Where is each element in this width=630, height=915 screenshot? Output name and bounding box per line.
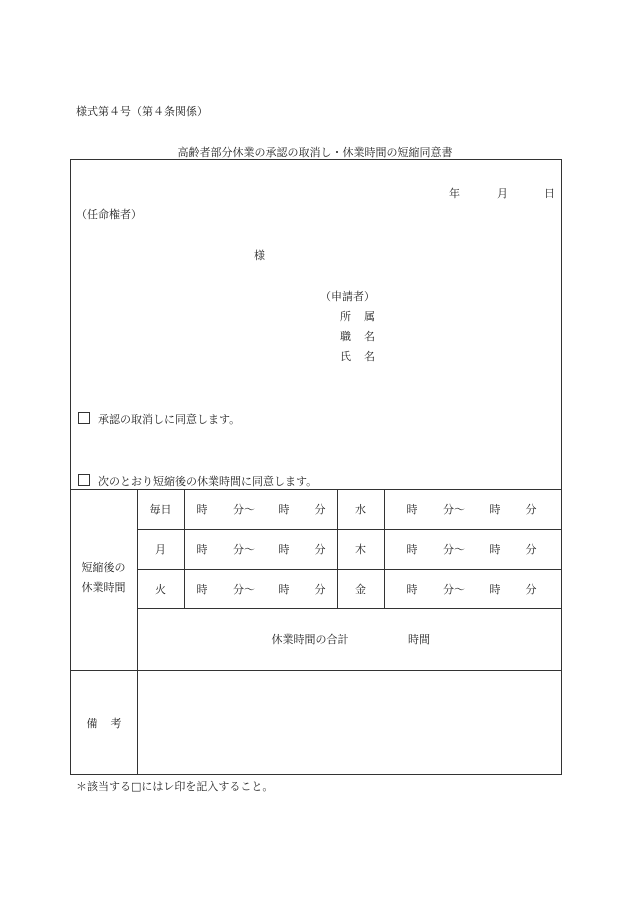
divider-day-column [184, 489, 185, 608]
remarks-label-2: 考 [110, 716, 122, 730]
row1-left-end-minute[interactable]: 分 [314, 503, 326, 516]
applicant-label: （申請者） [320, 290, 375, 303]
row2-right-end-minute[interactable]: 分 [525, 543, 537, 556]
row2-right-end-hour[interactable]: 時 [489, 543, 501, 556]
total-label: 休業時間の合計 [271, 633, 349, 646]
row1-left-start-hour[interactable]: 時 [196, 503, 208, 516]
day-wednesday: 水 [355, 503, 366, 516]
schedule-section-label [70, 558, 137, 598]
row2-right-start-minute[interactable]: 分～ [443, 543, 465, 556]
option-shorten-text: 次のとおり短縮後の休業時間に同意します。 [98, 475, 318, 488]
row3-right-end-hour[interactable]: 時 [489, 582, 501, 596]
remarks-field[interactable] [138, 671, 561, 774]
row2-right-start-hour[interactable]: 時 [406, 543, 418, 556]
row3-right-start-minute[interactable]: 分～ [443, 582, 465, 596]
checkbox-cancel[interactable] [78, 412, 90, 424]
job-title-label-1: 職 [340, 330, 351, 343]
row1-right-start-minute[interactable]: 分～ [443, 503, 465, 516]
row2-left-start-minute[interactable]: 分～ [233, 543, 255, 556]
authority-label: （任命権者） [76, 208, 142, 221]
department-label-2: 属 [364, 310, 375, 323]
day-everyday: 毎日 [149, 503, 172, 516]
name-label-1: 氏 [340, 350, 351, 363]
day-friday: 金 [355, 582, 366, 596]
date-day: 日 [544, 187, 555, 200]
footnote: ＊該当する□にはレ印を記入すること。 [76, 780, 274, 793]
row2-left-end-minute[interactable]: 分 [314, 543, 326, 556]
checkbox-shorten[interactable] [78, 474, 90, 486]
name-label-2: 名 [364, 350, 375, 363]
total-unit[interactable]: 時間 [408, 633, 430, 646]
option-shorten[interactable] [78, 473, 317, 489]
row1-left-end-hour[interactable]: 時 [278, 503, 290, 516]
schedule-section-label-2: 休業時間 [81, 581, 126, 594]
row1-left-start-minute[interactable]: 分～ [233, 503, 255, 516]
remarks-label-1: 備 [86, 716, 98, 730]
row3-right-end-minute[interactable]: 分 [525, 582, 537, 596]
department-label-1: 所 [340, 310, 351, 323]
divider-middle-right [384, 489, 385, 608]
row3-left-start-minute[interactable]: 分～ [233, 582, 255, 596]
day-thursday: 木 [355, 543, 366, 556]
row1-right-start-hour[interactable]: 時 [406, 503, 418, 516]
row3-right-start-hour[interactable]: 時 [406, 582, 418, 596]
row3-left-end-minute[interactable]: 分 [314, 582, 326, 596]
date-month: 月 [497, 187, 508, 200]
document-title: 高齢者部分休業の承認の取消し・休業時間の短縮同意書 [177, 146, 453, 159]
row2-left-start-hour[interactable]: 時 [196, 543, 208, 556]
row3-left-end-hour[interactable]: 時 [278, 582, 290, 596]
option-cancel[interactable] [78, 411, 240, 427]
schedule-section-label-1: 短縮後の [81, 561, 126, 574]
day-monday: 月 [155, 543, 166, 556]
row3-left-start-hour[interactable]: 時 [196, 582, 208, 596]
day-tuesday: 火 [155, 582, 166, 596]
row2-left-end-hour[interactable]: 時 [278, 543, 290, 556]
row1-right-end-hour[interactable]: 時 [489, 503, 501, 516]
option-cancel-text: 承認の取消しに同意します。 [98, 413, 241, 426]
row1-right-end-minute[interactable]: 分 [525, 503, 537, 516]
job-title-label-2: 名 [364, 330, 375, 343]
honorific: 様 [254, 249, 265, 262]
date-year: 年 [449, 187, 460, 200]
form-number: 様式第４号（第４条関係） [76, 105, 208, 118]
